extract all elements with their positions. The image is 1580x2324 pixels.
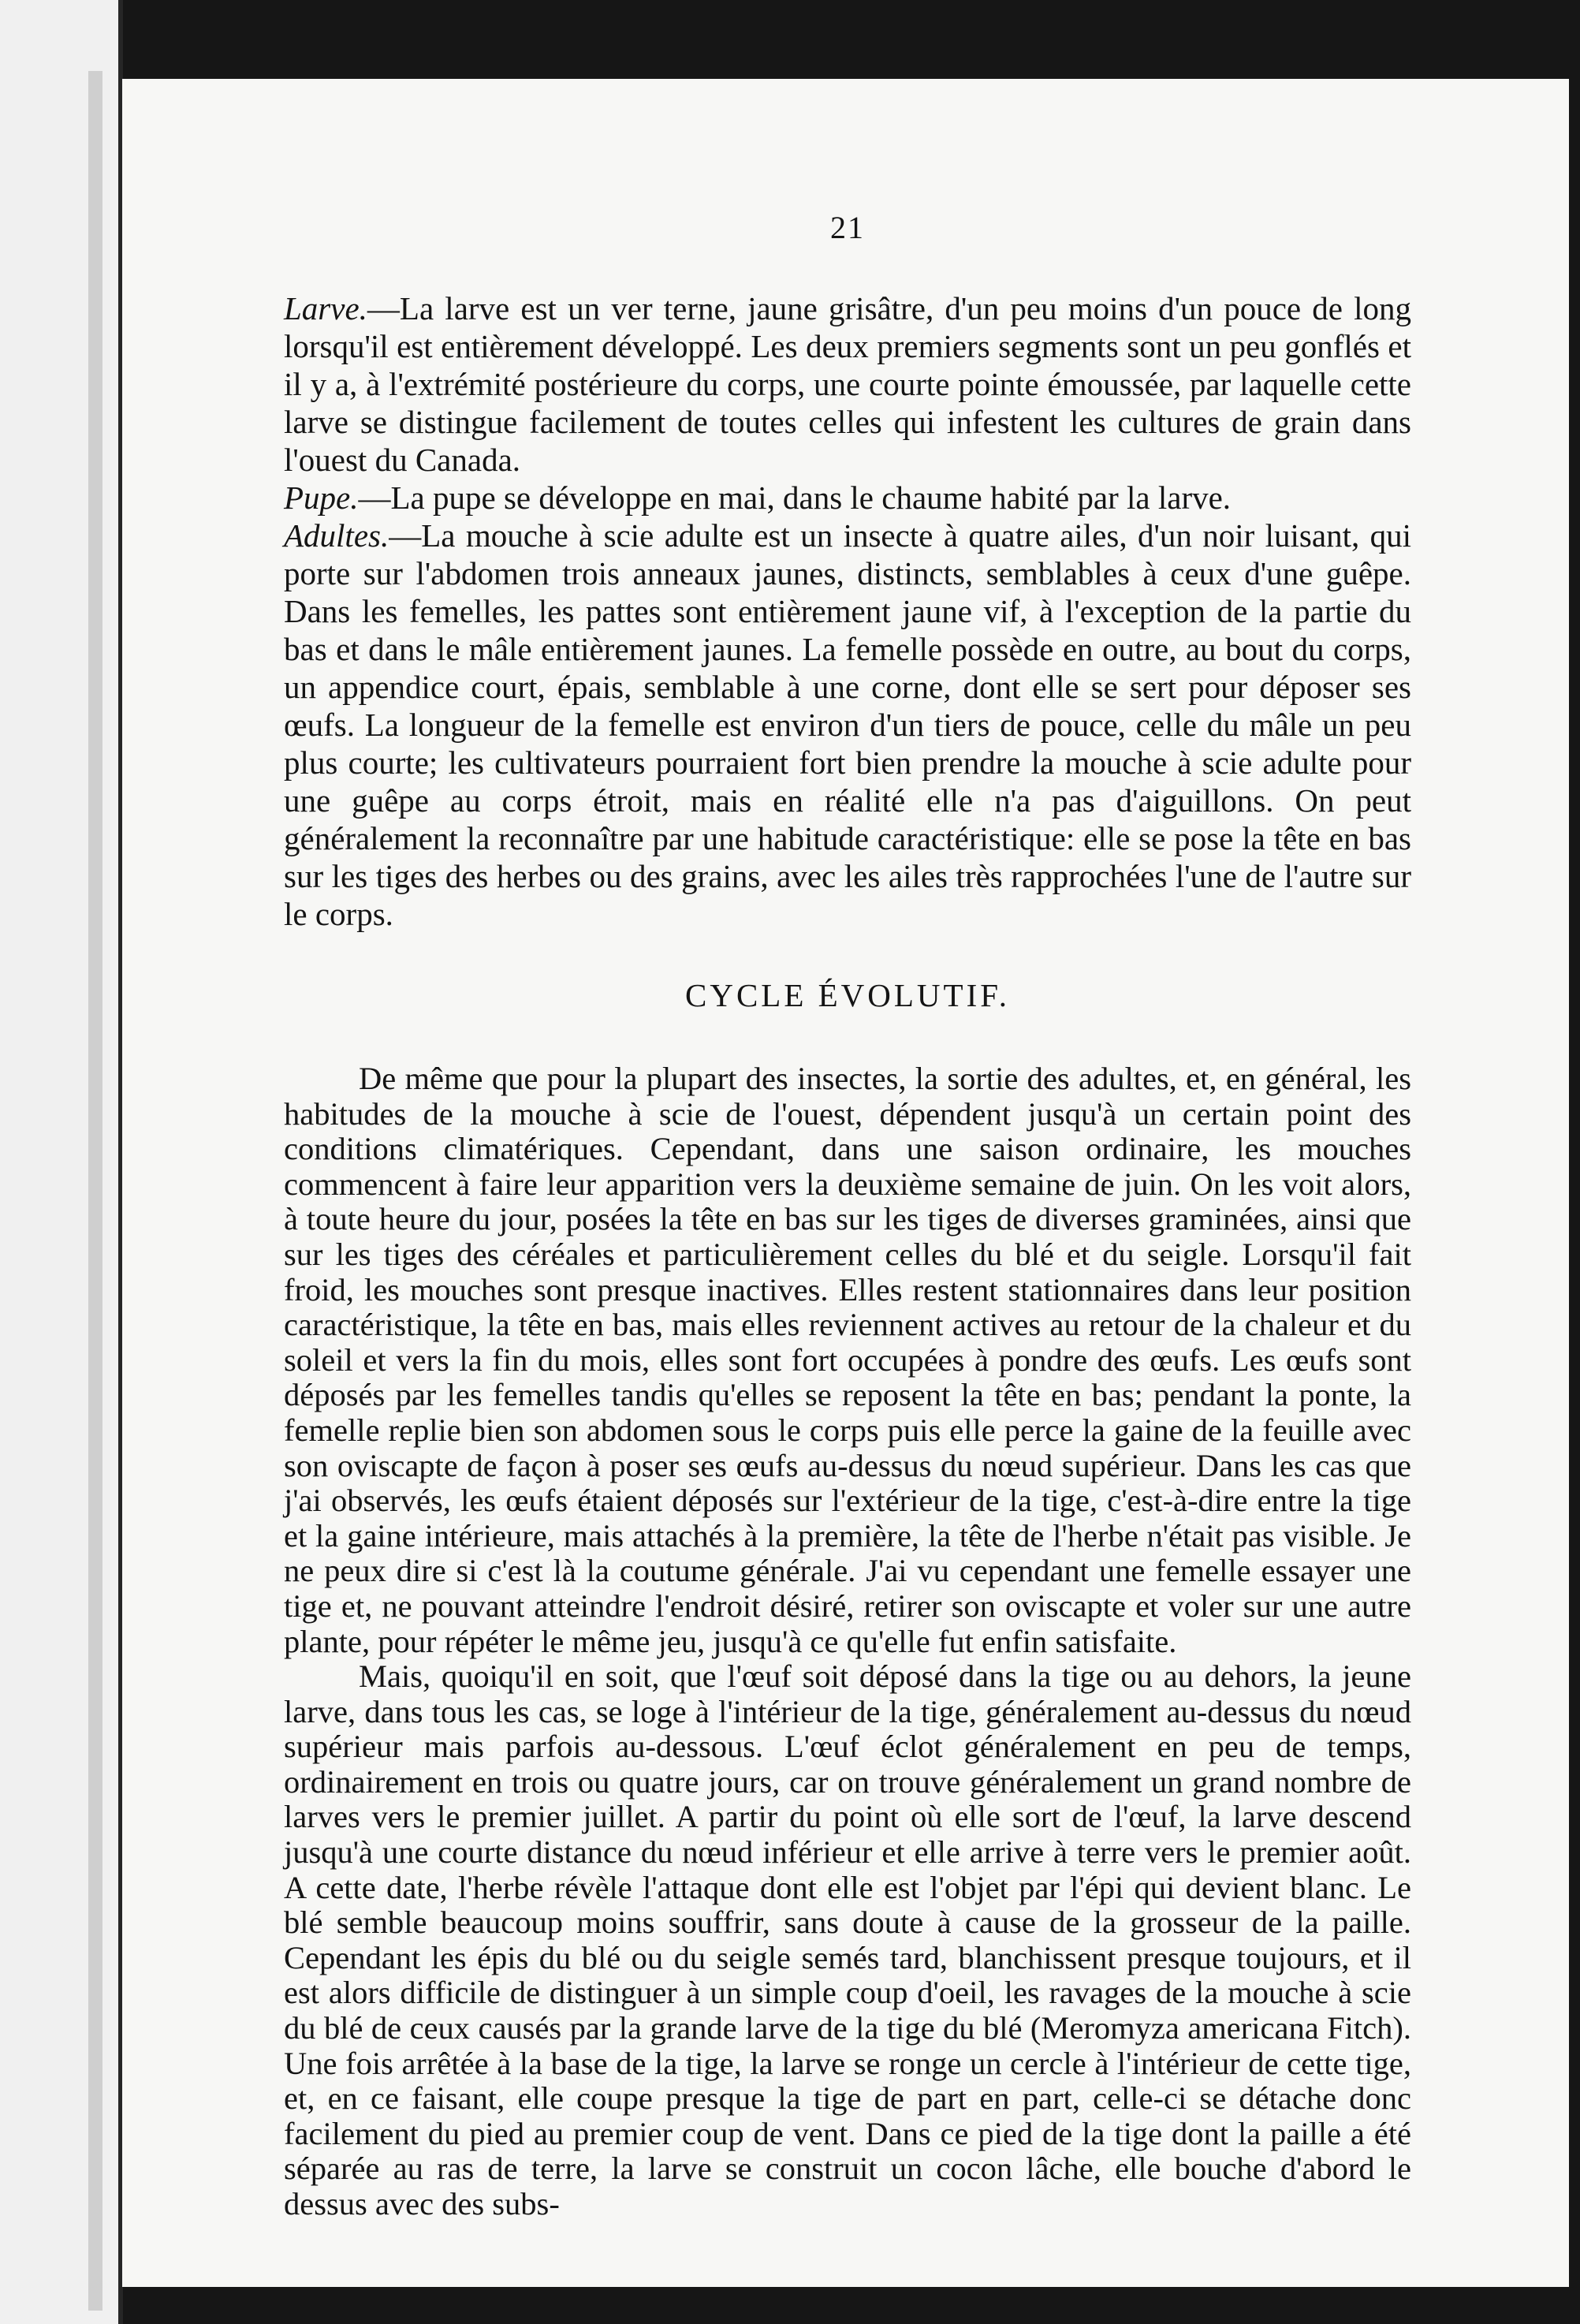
document-page bbox=[122, 79, 1569, 2287]
adjacent-page-edge bbox=[0, 0, 123, 2324]
life-cycle-section bbox=[284, 1061, 1411, 2222]
page-gutter-shadow bbox=[88, 71, 102, 2311]
pupa-paragraph bbox=[284, 479, 1411, 517]
paragraph-label: Adultes. bbox=[284, 517, 389, 554]
body-paragraph: Mais, quoiqu'il en soit, que l'œuf soit déposé dans la tige ou au dehors, la jeune larve, dans tous les cas, se loge à l'intérieur de la tige, généralement au-dessus du nœud supérieur mais parfois au-dessous. L'œuf éclot généralement en peu de temps, ordinairement en trois ou quatre jours, car on trouve généralement un grand nombre de larves vers le premier juillet. A partir du point où elle sort de l'œuf, la larve descend jusqu'à une courte distance du nœud inférieur et elle arrive à terre vers le premier août. A cette date, l'herbe révèle l'attaque dont elle est l'objet par l'épi qui devient blanc. Le blé semble beaucoup moins souffrir, sans doute à cause de la grosseur de la paille. Cependant les épis du blé ou du seigle semés tard, blanchissent presque toujours, et il est alors difficile de distinguer à un simple coup d'oeil, les ravages de la mouche à scie du blé de ceux causés par la grande larve de la tige du blé (Meromyza americana Fitch). Une fois arrêtée à la base de la tige, la larve se ronge un cercle à l'intérieur de cette tige, et, en ce faisant, elle coupe presque la tige de part en part, celle-ci se détache donc facilement du pied au premier coup de vent. Dans ce pied de la tige dont la paille a été séparée au ras de terre, la larve se construit un cocon lâche, elle bouche d'abord le dessus avec des subs- bbox=[284, 1658, 1411, 2221]
paragraph-text: —La mouche à scie adulte est un insecte à quatre ailes, d'un noir luisant, qui porte sur l'abdomen trois anneaux jaunes, distincts, semblables à ceux d'une guêpe. Dans les femelles, les pattes sont entièrement jaune vif, à l'exception de la partie du bas et dans le mâle entièrement jaunes. La femelle possède en outre, au bout du corps, un appendice court, épais, semblable à une corne, dont elle se sert pour déposer ses œufs. La longueur de la femelle est environ d'un tiers de pouce, celle du mâle un peu plus courte; les cultivateurs pourraient fort bien prendre la mouche à scie adulte pour une guêpe au corps étroit, mais en réalité elle n'a pas d'aiguillons. On peut généralement la reconnaître par une habitude caractéristique: elle se pose la tête en bas sur les tiges des herbes ou des grains, avec les ailes très rapprochées l'une de l'autre sur le corps. bbox=[284, 517, 1411, 932]
adults-paragraph bbox=[284, 517, 1411, 933]
body-paragraph: De même que pour la plupart des insectes, la sortie des adultes, et, en général, les habitudes de la mouche à scie de l'ouest, dépendent jusqu'à un certain point des conditions climatériques. Cependant, dans une saison ordinaire, les mouches commencent à faire leur apparition vers la deuxième semaine de juin. On les voit alors, à toute heure du jour, posées la tête en bas sur les tiges de diverses graminées, ainsi que sur les tiges des céréales et particulièrement celles du blé et du seigle. Lorsqu'il fait froid, les mouches sont presque inactives. Elles restent stationnaires dans leur position caractéristique, la tête en bas, mais elles reviennent actives au retour de la chaleur et du soleil et vers la fin du mois, elles sont fort occupées à pondre des œufs. Les œufs sont déposés par les femelles tandis qu'elles se reposent la tête en bas; pendant la ponte, la femelle replie bien son abdomen sous le corps puis elle perce la gaine de la feuille avec son oviscapte de façon à poser ses œufs au-dessus du nœud supérieur. Dans les cas que j'ai observés, les œufs étaient déposés sur l'extérieur de la tige, c'est-à-dire entre la tige et la gaine intérieure, mais attachés à la première, la tête de l'herbe n'était pas visible. Je ne peux dire si c'est là la coutume générale. J'ai vu cependant une femelle essayer une tige et, ne pouvant atteindre l'endroit désiré, retirer son oviscapte et voler sur une autre plante, pour répéter le même jeu, jusqu'à ce qu'elle fut enfin satisfaite. bbox=[284, 1061, 1411, 1659]
section-title: CYCLE ÉVOLUTIF. bbox=[684, 977, 1011, 1013]
paragraph-label: Pupe. bbox=[284, 479, 359, 516]
paragraph-text: —La pupe se développe en mai, dans le chaume habité par la larve. bbox=[358, 479, 1232, 516]
paragraph-text: —La larve est un ver terne, jaune grisâtre, d'un peu moins d'un pouce de long lorsqu'il est entièrement développé. Les deux premiers segments sont un peu gonflés et il y a, à l'extrémité postérieure du corps, une courte pointe émoussée, par laquelle cette larve se distingue facilement de toutes celles qui infestent les cultures de grain dans l'ouest du Canada. bbox=[284, 290, 1411, 478]
description-section bbox=[284, 289, 1411, 933]
page-number: 21 bbox=[830, 210, 865, 245]
larva-paragraph bbox=[284, 289, 1411, 479]
paragraph-label: Larve. bbox=[284, 290, 367, 326]
